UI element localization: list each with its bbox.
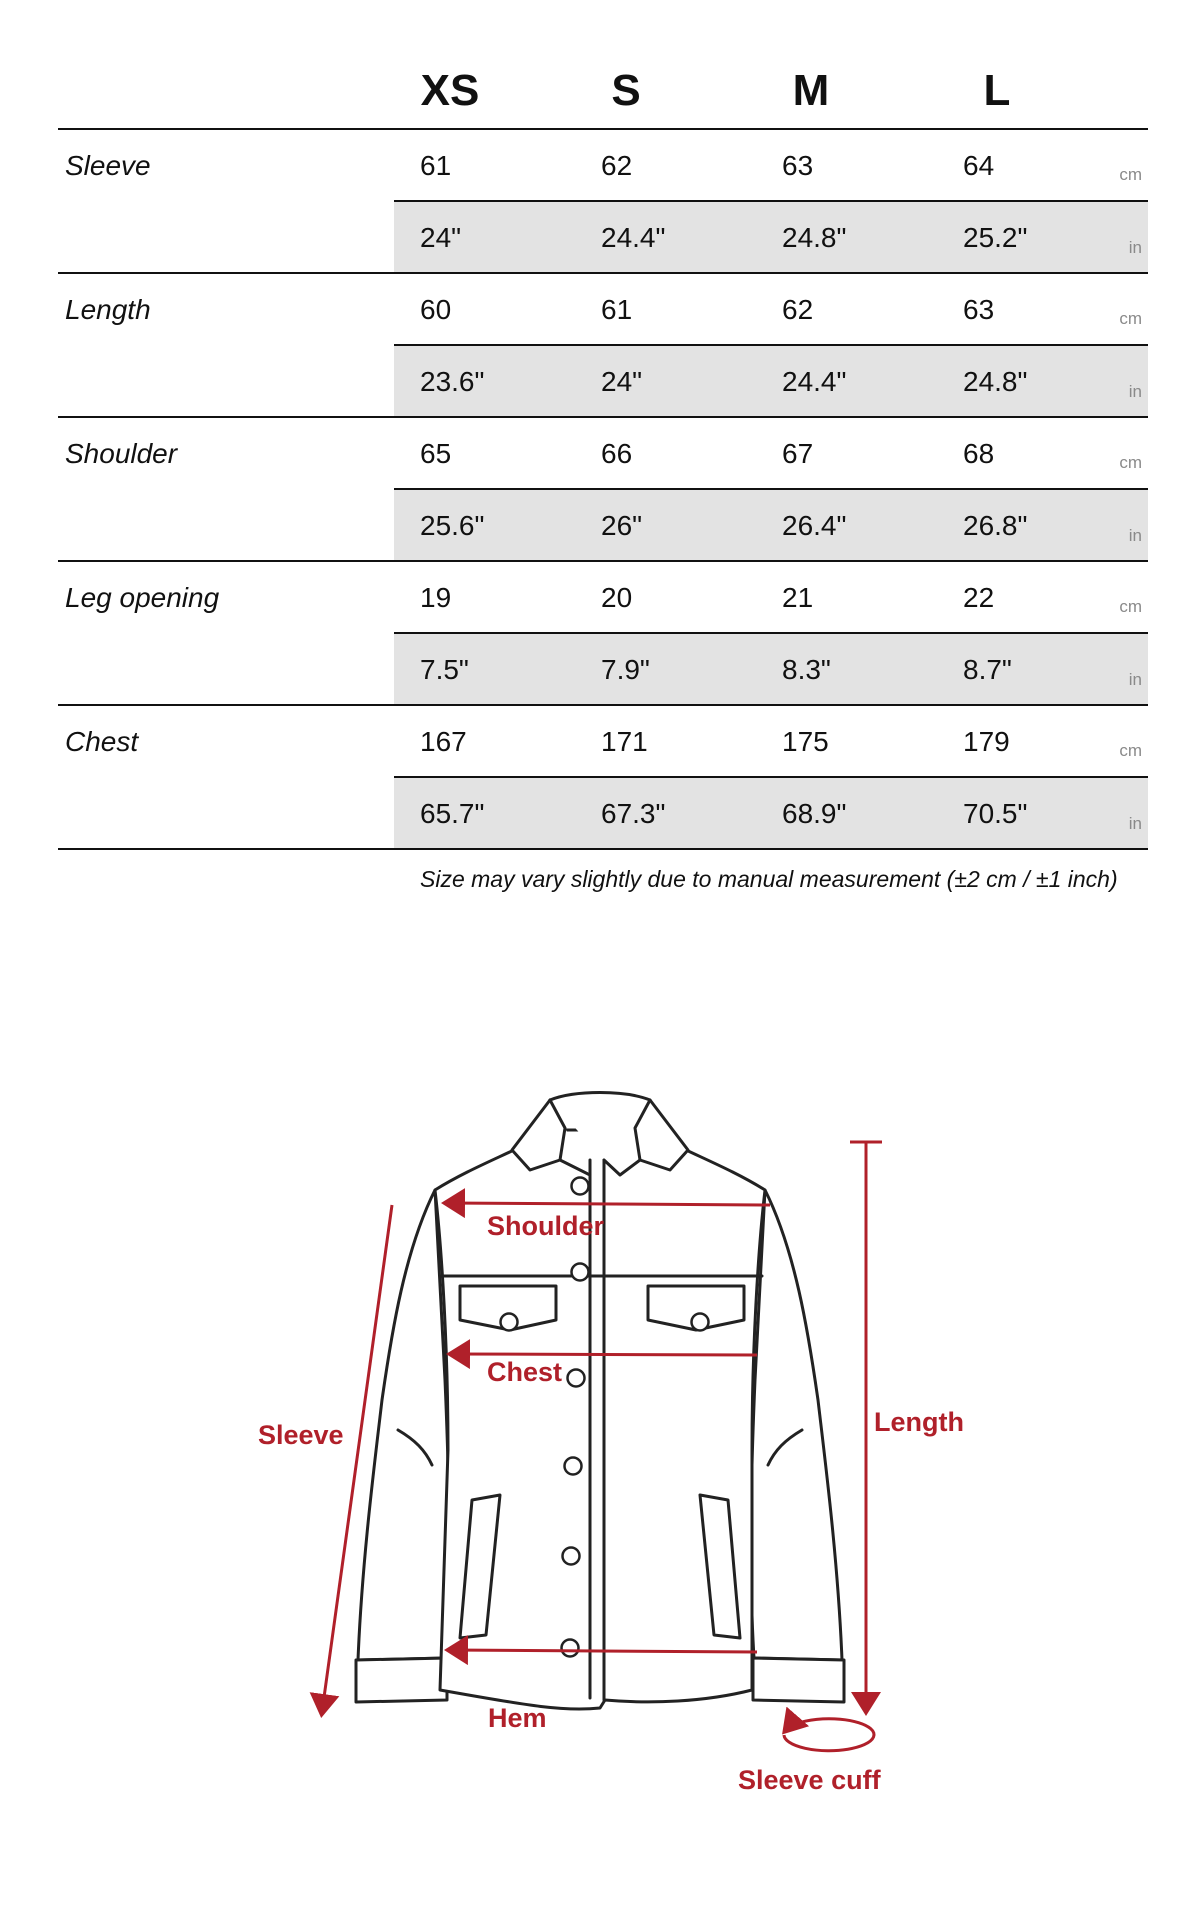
hem-label: Hem bbox=[488, 1703, 547, 1733]
cell-shoulder-cm-s: 66 bbox=[601, 438, 633, 469]
inch-row-bg bbox=[394, 490, 1148, 560]
cell-length-in-l: 24.8" bbox=[963, 366, 1028, 397]
cell-shoulder-in-m: 26.4" bbox=[782, 510, 847, 541]
cell-leg-in-xs: 7.5" bbox=[420, 654, 469, 685]
unit-in: in bbox=[1128, 238, 1142, 257]
table-rule bbox=[58, 848, 1148, 850]
unit-in: in bbox=[1128, 670, 1142, 689]
cell-chest-cm-xs: 167 bbox=[420, 726, 467, 757]
cell-shoulder-cm-xs: 65 bbox=[420, 438, 452, 469]
row-label-shoulder: Shoulder bbox=[65, 438, 178, 469]
unit-cm: cm bbox=[1119, 741, 1142, 760]
inch-row-bg bbox=[394, 634, 1148, 704]
cell-sleeve-in-m: 24.8" bbox=[782, 222, 847, 253]
inch-row-bg bbox=[394, 202, 1148, 272]
size-header-l: L bbox=[983, 66, 1011, 115]
cell-length-cm-l: 63 bbox=[963, 294, 995, 325]
cell-leg-cm-l: 22 bbox=[963, 582, 995, 613]
row-label-length: Length bbox=[65, 294, 151, 325]
table-rule bbox=[58, 704, 1148, 706]
cell-length-in-m: 24.4" bbox=[782, 366, 847, 397]
cell-sleeve-in-xs: 24" bbox=[420, 222, 462, 253]
length-label: Length bbox=[874, 1407, 964, 1437]
cell-sleeve-in-l: 25.2" bbox=[963, 222, 1028, 253]
unit-in: in bbox=[1128, 814, 1142, 833]
jacket-measurement-diagram bbox=[0, 1040, 1200, 1820]
cell-chest-in-s: 67.3" bbox=[601, 798, 666, 829]
shoulder-label: Shoulder bbox=[487, 1211, 605, 1241]
cell-chest-cm-l: 179 bbox=[963, 726, 1010, 757]
cell-chest-cm-s: 171 bbox=[601, 726, 648, 757]
jacket-illustration bbox=[0, 1040, 1200, 1820]
size-header-s: S bbox=[611, 66, 641, 115]
unit-in: in bbox=[1128, 382, 1142, 401]
cell-length-cm-xs: 60 bbox=[420, 294, 452, 325]
row-label-sleeve: Sleeve bbox=[65, 150, 151, 181]
unit-cm: cm bbox=[1119, 597, 1142, 616]
cell-leg-in-l: 8.7" bbox=[963, 654, 1012, 685]
table-rule bbox=[58, 416, 1148, 418]
unit-in: in bbox=[1128, 526, 1142, 545]
cell-sleeve-in-s: 24.4" bbox=[601, 222, 666, 253]
row-label-leg-opening: Leg opening bbox=[65, 582, 220, 613]
cell-shoulder-cm-l: 68 bbox=[963, 438, 995, 469]
cell-chest-in-m: 68.9" bbox=[782, 798, 847, 829]
unit-cm: cm bbox=[1119, 453, 1142, 472]
unit-cm: cm bbox=[1119, 165, 1142, 184]
table-rule bbox=[58, 560, 1148, 562]
size-header-xs: XS bbox=[420, 66, 480, 115]
table-rule bbox=[58, 272, 1148, 274]
sleeve-cuff-label: Sleeve cuff bbox=[738, 1765, 881, 1795]
cell-length-in-xs: 23.6" bbox=[420, 366, 485, 397]
inch-row-bg bbox=[394, 778, 1148, 848]
cell-shoulder-in-l: 26.8" bbox=[963, 510, 1028, 541]
cell-shoulder-cm-m: 67 bbox=[782, 438, 814, 469]
sleeve-label: Sleeve bbox=[258, 1420, 344, 1450]
unit-cm: cm bbox=[1119, 309, 1142, 328]
cell-chest-cm-m: 175 bbox=[782, 726, 829, 757]
cell-chest-in-xs: 65.7" bbox=[420, 798, 485, 829]
cell-chest-in-l: 70.5" bbox=[963, 798, 1028, 829]
chest-label: Chest bbox=[487, 1357, 563, 1387]
inch-row-bg bbox=[394, 346, 1148, 416]
row-label-chest: Chest bbox=[65, 726, 139, 757]
cell-leg-cm-xs: 19 bbox=[420, 582, 452, 613]
cell-sleeve-cm-m: 63 bbox=[782, 150, 814, 181]
cell-sleeve-cm-xs: 61 bbox=[420, 150, 452, 181]
cell-length-cm-m: 62 bbox=[782, 294, 814, 325]
cell-shoulder-in-xs: 25.6" bbox=[420, 510, 485, 541]
cell-sleeve-cm-l: 64 bbox=[963, 150, 995, 181]
cell-shoulder-in-s: 26" bbox=[601, 510, 643, 541]
cell-leg-in-s: 7.9" bbox=[601, 654, 650, 685]
cell-leg-in-m: 8.3" bbox=[782, 654, 831, 685]
table-rule bbox=[58, 128, 1148, 130]
measurement-note: Size may vary slightly due to manual measurement (±2 cm / ±1 inch) bbox=[420, 866, 1118, 892]
cell-sleeve-cm-s: 62 bbox=[601, 150, 633, 181]
cell-leg-cm-m: 21 bbox=[782, 582, 814, 613]
cell-length-cm-s: 61 bbox=[601, 294, 633, 325]
cell-leg-cm-s: 20 bbox=[601, 582, 633, 613]
size-header-m: M bbox=[792, 66, 830, 115]
size-header-row bbox=[58, 58, 1148, 128]
cell-length-in-s: 24" bbox=[601, 366, 643, 397]
